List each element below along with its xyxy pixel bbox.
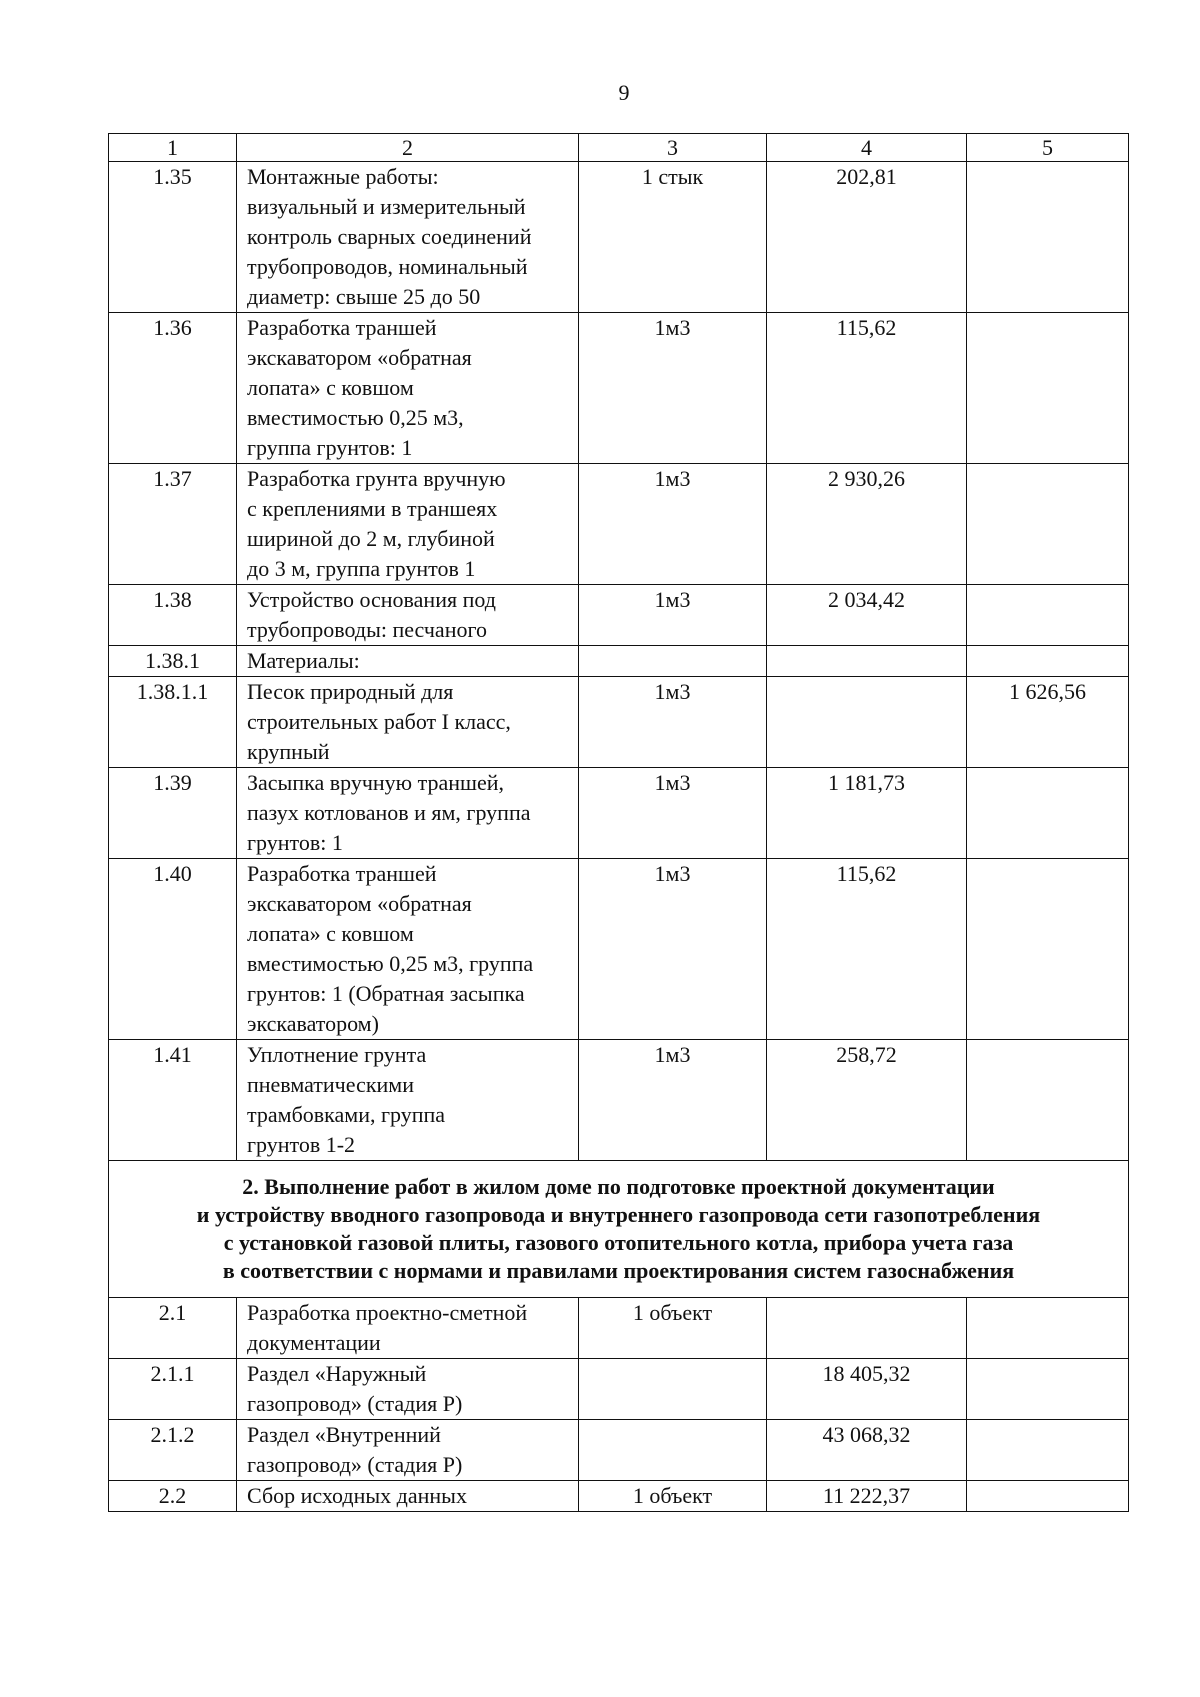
header-col-2: 2 [237, 134, 579, 162]
column-5-value [967, 1040, 1129, 1161]
description-line: крупный [247, 739, 330, 764]
row-number: 1.38.1 [109, 646, 237, 677]
work-description [237, 1359, 579, 1420]
description-line: вместимостью 0,25 м3, [247, 405, 464, 430]
price-value: 202,81 [767, 162, 967, 313]
unit-of-measure: 1м3 [579, 1040, 767, 1161]
description-line: Разработка грунта вручную [247, 466, 506, 491]
table-row [109, 1420, 1129, 1481]
description-line: Монтажные работы: [247, 164, 439, 189]
table-row [109, 1298, 1129, 1359]
column-5-value [967, 859, 1129, 1040]
table-row [109, 1481, 1129, 1512]
description-line: до 3 м, группа грунтов 1 [247, 556, 476, 581]
table-row [109, 464, 1129, 585]
description-line: Материалы: [247, 648, 360, 673]
column-5-value [967, 313, 1129, 464]
unit-of-measure [579, 1359, 767, 1420]
table-row [109, 585, 1129, 646]
description-line: лопата» с ковшом [247, 921, 414, 946]
table-row [109, 859, 1129, 1040]
description-line: грунтов: 1 (Обратная засыпка [247, 981, 525, 1006]
price-value: 115,62 [767, 859, 967, 1040]
price-value: 11 222,37 [767, 1481, 967, 1512]
row-number: 1.38.1.1 [109, 677, 237, 768]
work-description [237, 585, 579, 646]
unit-of-measure: 1 стык [579, 162, 767, 313]
unit-of-measure [579, 1420, 767, 1481]
description-line: грунтов: 1 [247, 830, 343, 855]
description-line: Разработка проектно-сметной [247, 1300, 528, 1325]
work-description [237, 646, 579, 677]
column-5-value [967, 768, 1129, 859]
unit-of-measure [579, 646, 767, 677]
description-line: визуальный и измерительный [247, 194, 526, 219]
description-line: Песок природный для [247, 679, 454, 704]
column-5-value: 1 626,56 [967, 677, 1129, 768]
section-heading-line: в соответствии с нормами и правилами проектирования систем газоснабжения [222, 1258, 1015, 1283]
unit-of-measure: 1 объект [579, 1481, 767, 1512]
header-row [109, 134, 1129, 162]
description-line: газопровод» (стадия Р) [247, 1452, 463, 1477]
column-5-value [967, 1359, 1129, 1420]
description-line: экскаватором «обратная [247, 345, 472, 370]
table-row [109, 313, 1129, 464]
description-line: Разработка траншей [247, 861, 437, 886]
work-description [237, 1481, 579, 1512]
column-5-value [967, 162, 1129, 313]
table-row [109, 768, 1129, 859]
table-row [109, 677, 1129, 768]
column-5-value [967, 1420, 1129, 1481]
price-value [767, 646, 967, 677]
section-heading-line: с установкой газовой плиты, газового отопительного котла, прибора учета газа [223, 1230, 1014, 1255]
row-number: 1.41 [109, 1040, 237, 1161]
row-number: 2.1 [109, 1298, 237, 1359]
description-line: грунтов 1-2 [247, 1132, 356, 1157]
unit-of-measure: 1м3 [579, 464, 767, 585]
price-value: 43 068,32 [767, 1420, 967, 1481]
table-row [109, 1359, 1129, 1420]
description-line: Устройство основания под [247, 587, 496, 612]
price-value [767, 677, 967, 768]
work-description [237, 1298, 579, 1359]
description-line: контроль сварных соединений [247, 224, 532, 249]
price-value: 2 034,42 [767, 585, 967, 646]
column-5-value [967, 1481, 1129, 1512]
price-value: 115,62 [767, 313, 967, 464]
unit-of-measure: 1м3 [579, 585, 767, 646]
row-number: 1.35 [109, 162, 237, 313]
work-description [237, 1040, 579, 1161]
description-line: Раздел «Внутренний [247, 1422, 441, 1447]
description-line: Уплотнение грунта [247, 1042, 427, 1067]
unit-of-measure: 1м3 [579, 768, 767, 859]
description-line: вместимостью 0,25 м3, группа [247, 951, 534, 976]
description-line: Разработка траншей [247, 315, 437, 340]
table-row [109, 162, 1129, 313]
description-line: диаметр: свыше 25 до 50 [247, 284, 481, 309]
section-heading [109, 1161, 1129, 1298]
description-line: группа грунтов: 1 [247, 435, 413, 460]
price-value: 258,72 [767, 1040, 967, 1161]
description-line: трамбовками, группа [247, 1102, 446, 1127]
description-line: лопата» с ковшом [247, 375, 414, 400]
unit-of-measure: 1м3 [579, 313, 767, 464]
row-number: 1.37 [109, 464, 237, 585]
work-description [237, 1420, 579, 1481]
unit-of-measure: 1м3 [579, 677, 767, 768]
header-col-1: 1 [109, 134, 237, 162]
section-heading-line: и устройству вводного газопровода и внутреннего газопровода сети газопотребления [196, 1202, 1041, 1227]
description-line: строительных работ I класс, [247, 709, 511, 734]
price-table [108, 133, 1129, 1512]
page-number: 9 [618, 80, 630, 105]
work-description [237, 677, 579, 768]
work-description [237, 162, 579, 313]
work-description [237, 768, 579, 859]
row-number: 2.1.1 [109, 1359, 237, 1420]
description-line: трубопроводы: песчаного [247, 617, 487, 642]
description-line: трубопроводов, номинальный [247, 254, 528, 279]
row-number: 1.36 [109, 313, 237, 464]
row-number: 1.40 [109, 859, 237, 1040]
unit-of-measure: 1 объект [579, 1298, 767, 1359]
price-value: 2 930,26 [767, 464, 967, 585]
row-number: 2.1.2 [109, 1420, 237, 1481]
description-line: экскаватором) [247, 1011, 379, 1036]
section-heading-row [109, 1161, 1129, 1298]
price-value [767, 1298, 967, 1359]
row-number: 1.38 [109, 585, 237, 646]
description-line: Засыпка вручную траншей, [247, 770, 504, 795]
description-line: экскаватором «обратная [247, 891, 472, 916]
column-5-value [967, 1298, 1129, 1359]
description-line: пазух котлованов и ям, группа [247, 800, 531, 825]
description-line: пневматическими [247, 1072, 414, 1097]
column-5-value [967, 464, 1129, 585]
work-description [237, 859, 579, 1040]
description-line: Раздел «Наружный [247, 1361, 427, 1386]
column-5-value [967, 646, 1129, 677]
description-line: документации [247, 1330, 381, 1355]
price-value: 1 181,73 [767, 768, 967, 859]
header-col-3: 3 [579, 134, 767, 162]
column-5-value [967, 585, 1129, 646]
section-heading-line: 2. Выполнение работ в жилом доме по подготовке проектной документации [242, 1174, 995, 1199]
header-col-5: 5 [967, 134, 1129, 162]
work-description [237, 464, 579, 585]
price-table-body [109, 134, 1129, 1512]
description-line: с креплениями в траншеях [247, 496, 498, 521]
description-line: Сбор исходных данных [247, 1483, 467, 1508]
price-value: 18 405,32 [767, 1359, 967, 1420]
table-row [109, 646, 1129, 677]
description-line: газопровод» (стадия Р) [247, 1391, 463, 1416]
unit-of-measure: 1м3 [579, 859, 767, 1040]
row-number: 2.2 [109, 1481, 237, 1512]
work-description [237, 313, 579, 464]
description-line: шириной до 2 м, глубиной [247, 526, 495, 551]
row-number: 1.39 [109, 768, 237, 859]
header-col-4: 4 [767, 134, 967, 162]
table-row [109, 1040, 1129, 1161]
